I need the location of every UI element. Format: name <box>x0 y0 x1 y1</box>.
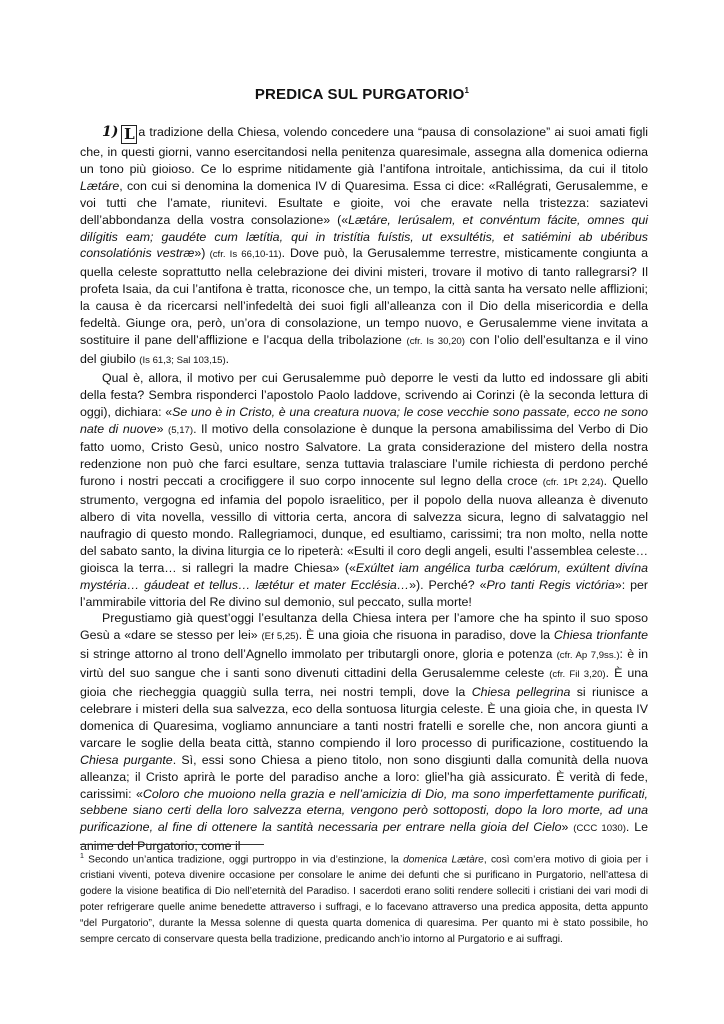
footnote-marker: 1 <box>80 853 84 860</box>
pauline-quote: Se uno è in Cristo, è una creatura nuova; le cose vecchie sono passate, ecco ne sono nate di nuove <box>80 404 649 436</box>
latin-victoria: Pro tanti Regis victória <box>486 577 615 592</box>
paragraph-2: Qual è, allora, il motivo per cui Gerusalemme può deporre le vesti da lutto ed indossare gli abiti della festa? Sembra risponderci l’apostolo Paolo laddove, scrivendo ai Corinzi (è la seconda lettura di oggi), dichiara: «Se uno è in Cristo, è una creatura nuova; le cose vecchie sono passate, ecco ne sono nate di nuove» (5,17). Il motivo della consolazione è dunque la persona amabilissima del Verbo di Dio fatto uomo, Cristo Gesù, unico nostro Salvatore. La grata considerazione del mistero della nostra redenzione non può che farci esultare, senza tuttavia tralasciare l’umile richiesta di perdono perché furono i nostri peccati a crocifiggere il suo corpo innocente sul legno della croce (cfr. 1Pt 2,24). Quello strumento, vergogna ed infamia del popolo israelitico, per il popolo della nuova alleanza è divenuto albero di vita novella, vessillo di vittoria certa, ancora di salvezza sicura, legno di salvataggio nel naufragio di questo mondo. Rallegriamoci, dunque, ed esultiamo, carissimi; tra non molto, nella notte del sabato santo, la divina liturgia ce lo ripeterà: «Esulti il coro degli angeli, esulti l’assemblea celeste… gioisca la terra… si rallegri la madre Chiesa» («Exúltet iam angélica turba cælórum, exúltent divína mystéria… gáudeat et tellus… lætétur et mater Ecclésia…»). Perché? «Pro tanti Regis victória»: per l’ammirabile vittoria del Re divino sul demonio, sul peccato, sulla morte! <box>80 370 649 609</box>
page-title: PREDICA SUL PURGATORIO$^1$ <box>254 86 470 103</box>
scripture-reference: (Is 61,3; Sal 103,15) <box>139 354 226 366</box>
section-number: 1) <box>102 124 119 140</box>
drop-cap: L <box>121 125 137 144</box>
footnote: $^1$ Secondo un’antica tradizione, oggi purtroppo in via d’estinzione, la domenica Lætàre, così com’era motivo di gioia per i cristiani viventi, poteva divenire occasione per consolare le anime dei defunti che si purificano in Purgatorio, nell’attesa di godere la visione beatifica di Dio nell’eternità del Paradiso. I sacerdoti erano soliti rendere solleciti i cristiani dei vari modi di poter refrigerare quelle anime benedette attraverso i suffragi, e lo facevano attraverso una predica apposita, detta appunto “del Purgatorio”, durante la Messa solenne di questa quarta domenica di quaresima. Per quanto mi è stato possibile, ho sempre cercato di conservare questa bella tradizione, predicando anch’io intorno al Purgatorio e ai suffragi. <box>80 853 648 945</box>
paragraph-3: Pregustiamo già quest’oggi l’esultanza della Chiesa intera per l’amore che ha spinto il suo sposo Gesù a «dare se stesso per lei» (Ef 5,25). È una gioia che risuona in paradiso, dove la Chiesa trionfante si stringe attorno al trono dell’Agnello immolato per tributargli onore, gloria e potenza (cfr. Ap 7,9ss.): è in virtù del suo sangue che i santi sono divenuti cittadini della Gerusalemme celeste (cfr. Fil 3,20). È una gioia che riecheggia quaggiù sulla terra, nei nostri templi, dove la Chiesa pellegrina si riunisce a celebrare i misteri della sua salvezza, eco della sontuosa liturgia celeste. È una gioia che, in questa IV domenica di Quaresima, vogliamo annunciare a tanti nostri fratelli e sorelle che, non ancora giunti a varcare le soglie della beata città, stanno compiendo il loro processo di purificazione, costituendo la Chiesa purgante. Sì, essi sono Chiesa a pieno titolo, non sono disgiunti dalla comunità della nuova alleanza; il Cristo aprirà le porte del paradiso anche a loro: gliel’ha già assicurato. È verità di fede, carissimi: «Coloro che muoiono nella grazia e nell’amicizia di Dio, ma sono imperfettamente purificati, sebbene siano certi della loro salvezza eterna, vengono però sottoposti, dopo la loro morte, ad una purificazione, al fine di ottenere la santità necessaria per entrare nella gioia del Cielo» (CCC 1030). Le anime del Purgatorio, come il <box>80 611 649 854</box>
footnote-separator <box>80 844 264 845</box>
footnote-reference: 1 <box>464 86 470 95</box>
scripture-reference: (cfr. Ap 7,9ss.) <box>556 650 620 662</box>
catechism-quote: Coloro che muoiono nella grazia e nell’amicizia di Dio, ma sono imperfettamente purificati, sebbene siano certi della loro salvezza eterna, vengono però sottoposti, dopo la loro morte, ad una purificazione, al fine di ottenere la santità necessaria per entrare nella gioia del Cielo <box>80 786 648 835</box>
scripture-reference: (cfr. Is 66,10-11) <box>205 249 282 261</box>
sermon-body <box>80 124 648 855</box>
latin-exsultet: Exúltet iam angélica turba cælórum, exúltent divína mystéria… gáudeat et tellus… lætétur et mater Ecclésia… <box>80 560 648 592</box>
paragraph-1: 1) L a tradizione della Chiesa, volendo concedere una “pausa di consolazione” ai suoi amati figli che, in questi giorni, vanno esercitandosi nella penitenza quaresimale, assegna alla domenica odierna un tono più gioioso. Ce lo esprime nitidamente già l’antifona introitale, antichissima, da cui il titolo Lætáre, con cui si denomina la domenica IV di Quaresima. Essa ci dice: «Rallégrati, Gerusalemme, e voi tutti che l’amate, riunitevi. Esultate e gioite, voi che eravate nella tristezza: saziatevi dell’abbondanza della vostra consolazione» («Lætáre, Ierúsalem, et convéntum fácite, omnes qui dilígitis eam; gaudéte cum lætítia, qui in tristítia fuístis, ut exsultétis, et satiémini ab ubéribus consolatiónis vestræ») (cfr. Is 66,10-11). Dove può, la Gerusalemme terrestre, misticamente congiunta a quella celeste soprattutto nella celebrazione dei divini misteri, trovare il motivo di tanto rallegrarsi? Il profeta Isaia, da cui l’antifona è tratta, riconosce che, un tempo, la città santa ha versato nelle afflizioni; la causa è da ricercarsi nell’infedeltà dei suoi figli all’alleanza con il Dio della misericordia e della fedeltà. Giunge ora, però, un’ora di consolazione, un tempo nuovo, e Gerusalemme viene invitata a sostituire il pane dell’afflizione e l’acqua della tribolazione (cfr. Is 30,20) con l’olio dell’esultanza e il vino del giubilo (Is 61,3; Sal 103,15). <box>80 124 648 366</box>
scripture-reference: (cfr. Is 30,20) <box>406 335 465 347</box>
scripture-reference: (cfr. Fil 3,20) <box>549 669 606 681</box>
scripture-reference: (cfr. 1Pt 2,24) <box>542 477 604 489</box>
catechism-reference: (CCC 1030) <box>573 823 626 835</box>
latin-antiphon: Lætáre, Ierúsalem, et convéntum fácite, omnes qui dilígitis eam; gaudéte cum lætítia, qui in tristítia fuístis, ut exsultétis, et satiémini ab ubéribus consolatiónis vestræ <box>80 212 648 261</box>
scripture-reference: (Ef 5,25) <box>261 631 299 643</box>
scripture-reference: (5,17) <box>168 424 194 436</box>
